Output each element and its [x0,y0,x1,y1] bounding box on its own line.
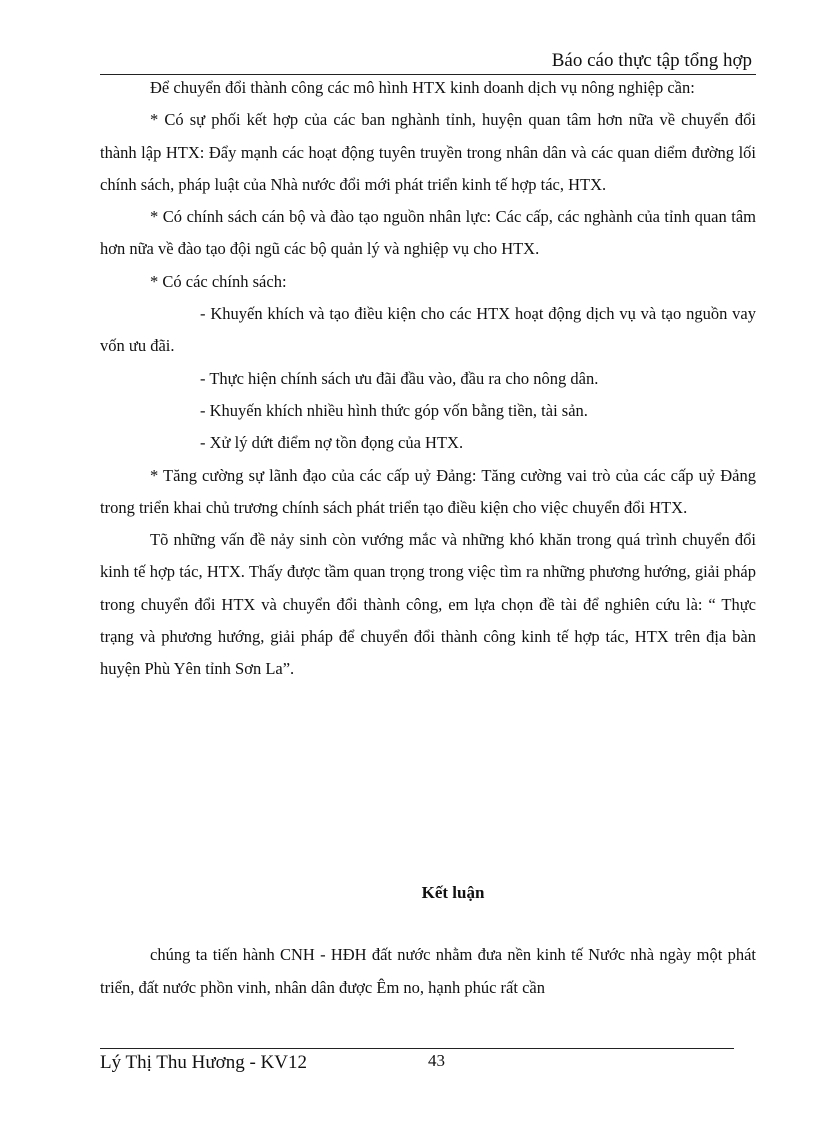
list-item: - Khuyến khích và tạo điều kiện cho các HTX hoạt động dịch vụ và tạo nguồn vay vốn ưu đãi. [100,304,756,356]
section-heading: Kết luận [421,883,485,902]
conclusion-text [100,938,756,1004]
page-number: 43 [428,1051,445,1070]
paragraph: Để chuyển đổi thành công các mô hình HTX kinh doanh dịch vụ nông nghiệp cần: [150,78,695,97]
paragraph: * Có các chính sách: [150,271,287,291]
list-item: - Xử lý dứt điểm nợ tồn đọng của HTX. [200,433,464,453]
body-text [100,72,756,686]
header-title: Báo cáo thực tập tổng hợp [551,50,752,71]
footer-divider [100,1048,734,1049]
list-item: - Thực hiện chính sách ưu đãi đầu vào, đầu ra cho nông dân. [200,368,599,388]
paragraph: * Có sự phối kết hợp của các ban nghành tỉnh, huyện quan tâm hơn nữa về chuyển đổi thành lập HTX: Đẩy mạnh các hoạt động tuyên truyền trong nhân dân và các quan diểm đường lối chính sách, pháp luật của Nhà nước đổi mới phát triển kinh tế hợp tác, HTX. [100,110,756,194]
paragraph: Tõ những vấn đề nảy sinh còn vướng mắc và những khó khăn trong quá trình chuyển đổi kinh tế hợp tác, HTX. Thấy được tầm quan trọng trong việc tìm ra những phương hướng, giải pháp trong chuyển đổi HTX và chuyển đổi thành công, em lựa chọn đề tài để nghiên cứu là: “ Thực trạng và phương hướng, giải pháp để chuyển đổi thành công kinh tế hợp tác, HTX trên địa bàn huyện Phù Yên tỉnh Sơn La”. [100,530,756,679]
list-item: - Khuyến khích nhiều hình thức góp vốn bằng tiền, tài sản. [200,400,588,420]
footer-author: Lý Thị Thu Hương - KV12 [100,1052,307,1073]
paragraph: * Tăng cường sự lãnh đạo của các cấp uỷ Đảng: Tăng cường vai trò của các cấp uỷ Đảng trong triển khai chủ trương chính sách phát triển tạo điều kiện cho việc chuyển đổi HTX. [100,465,756,517]
page-header [100,48,756,75]
paragraph: * Có chính sách cán bộ và đào tạo nguồn nhân lực: Các cấp, các nghành của tỉnh quan tâm hơn nữa về đào tạo đội ngũ các bộ quản lý và nghiệp vụ cho HTX. [100,207,756,259]
paragraph: chúng ta tiến hành CNH - HĐH đất nước nhằm đưa nền kinh tế Nước nhà ngày một phát triển, đất nước phồn vinh, nhân dân được Êm no, hạnh phúc rất cần [100,945,756,997]
